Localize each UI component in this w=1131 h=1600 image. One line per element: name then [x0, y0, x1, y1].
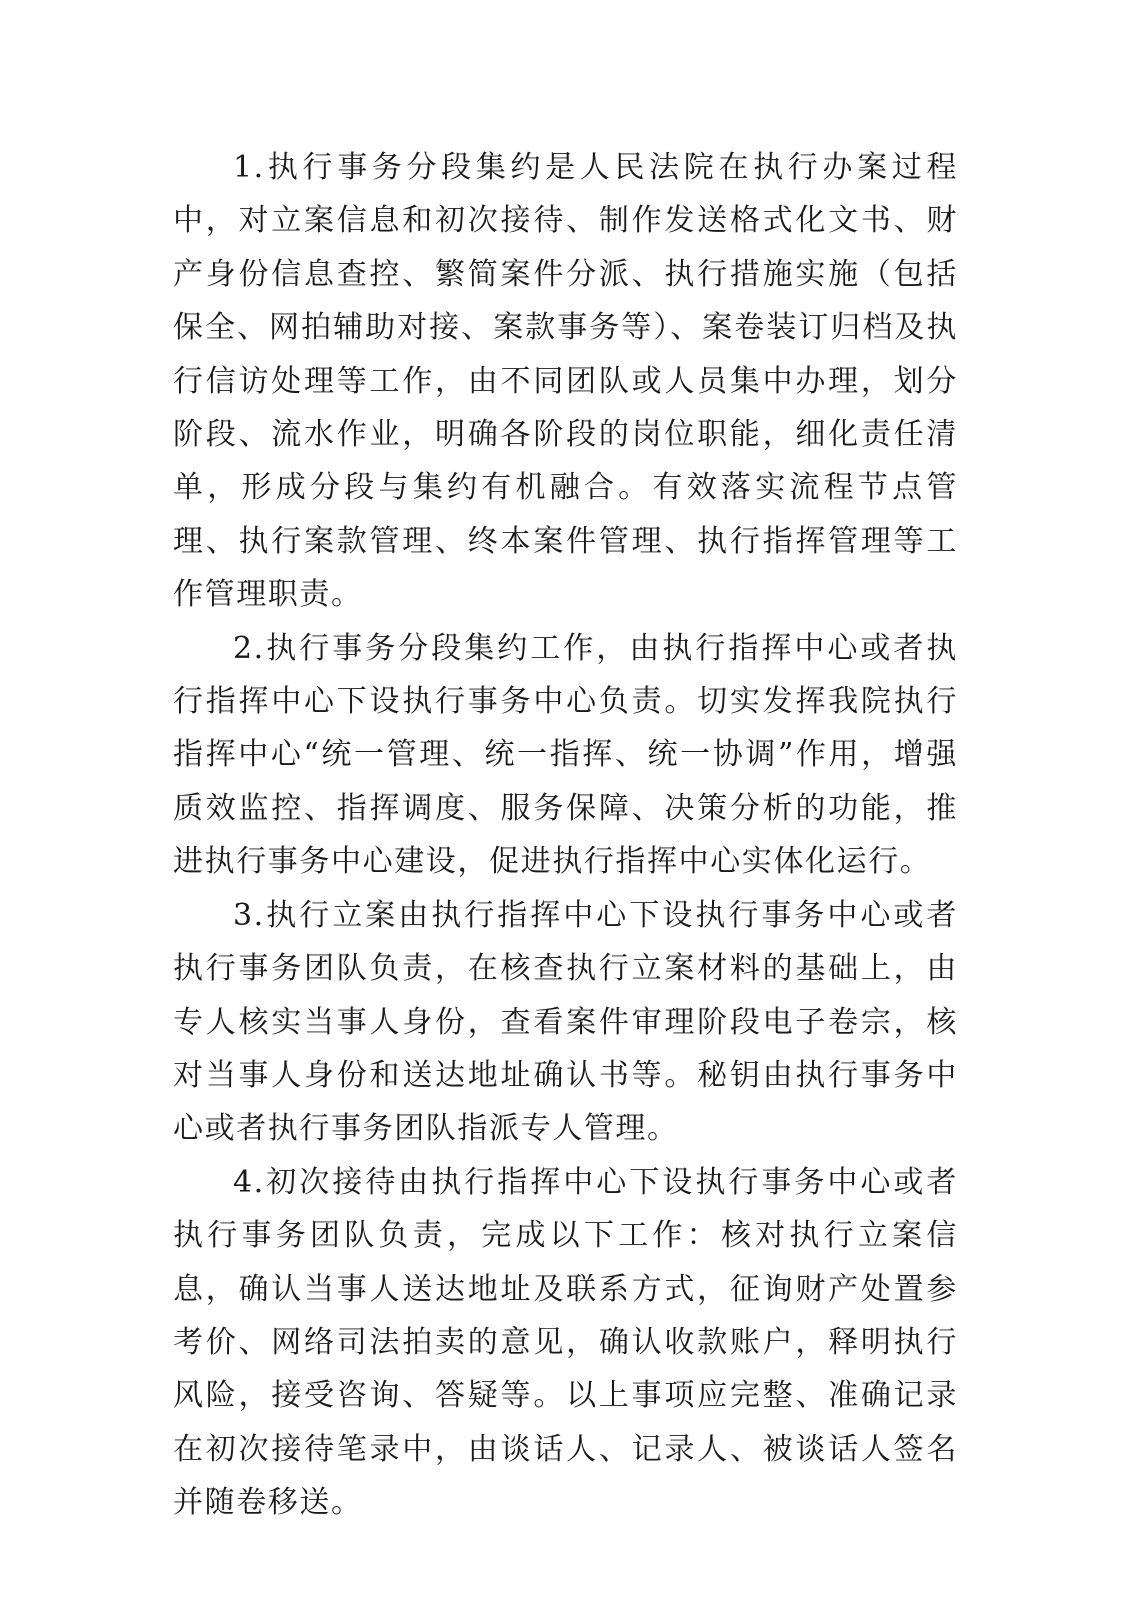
- paragraph-1: 1.执行事务分段集约是人民法院在执行办案过程中，对立案信息和初次接待、制作发送格式化文书、财产身份信息查控、繁简案件分派、执行措施实施（包括保全、网拍辅助对接、案款事务等）、案卷装订归档及执行信访处理等工作，由不同团队或人员集中办理，划分阶段、流水作业，明确各阶段的岗位职能，细化责任清单，形成分段与集约有机融合。有效落实流程节点管理、执行案款管理、终本案件管理、执行指挥管理等工作管理职责。: [173, 150, 958, 613]
- paragraph-3: 3.执行立案由执行指挥中心下设执行事务中心或者执行事务团队负责，在核查执行立案材料的基础上，由专人核实当事人身份，查看案件审理阶段电子卷宗，核对当事人身份和送达地址确认书等。秘钥由执行事务中心或者执行事务团队指派专人管理。: [173, 897, 958, 1147]
- paragraph-2: 2.执行事务分段集约工作，由执行指挥中心或者执行指挥中心下设执行事务中心负责。切实发挥我院执行指挥中心“统一管理、统一指挥、统一协调”作用，增强质效监控、指挥调度、服务保障、决策分析的功能，推进执行事务中心建设，促进执行指挥中心实体化运行。: [173, 630, 958, 880]
- document-body: [173, 141, 958, 1530]
- paragraph-4: 4.初次接待由执行指挥中心下设执行事务中心或者执行事务团队负责，完成以下工作：核对执行立案信息，确认当事人送达地址及联系方式，征询财产处置参考价、网络司法拍卖的意见，确认收款账户，释明执行风险，接受咨询、答疑等。以上事项应完整、准确记录在初次接待笔录中，由谈话人、记录人、被谈话人签名并随卷移送。: [173, 1164, 958, 1521]
